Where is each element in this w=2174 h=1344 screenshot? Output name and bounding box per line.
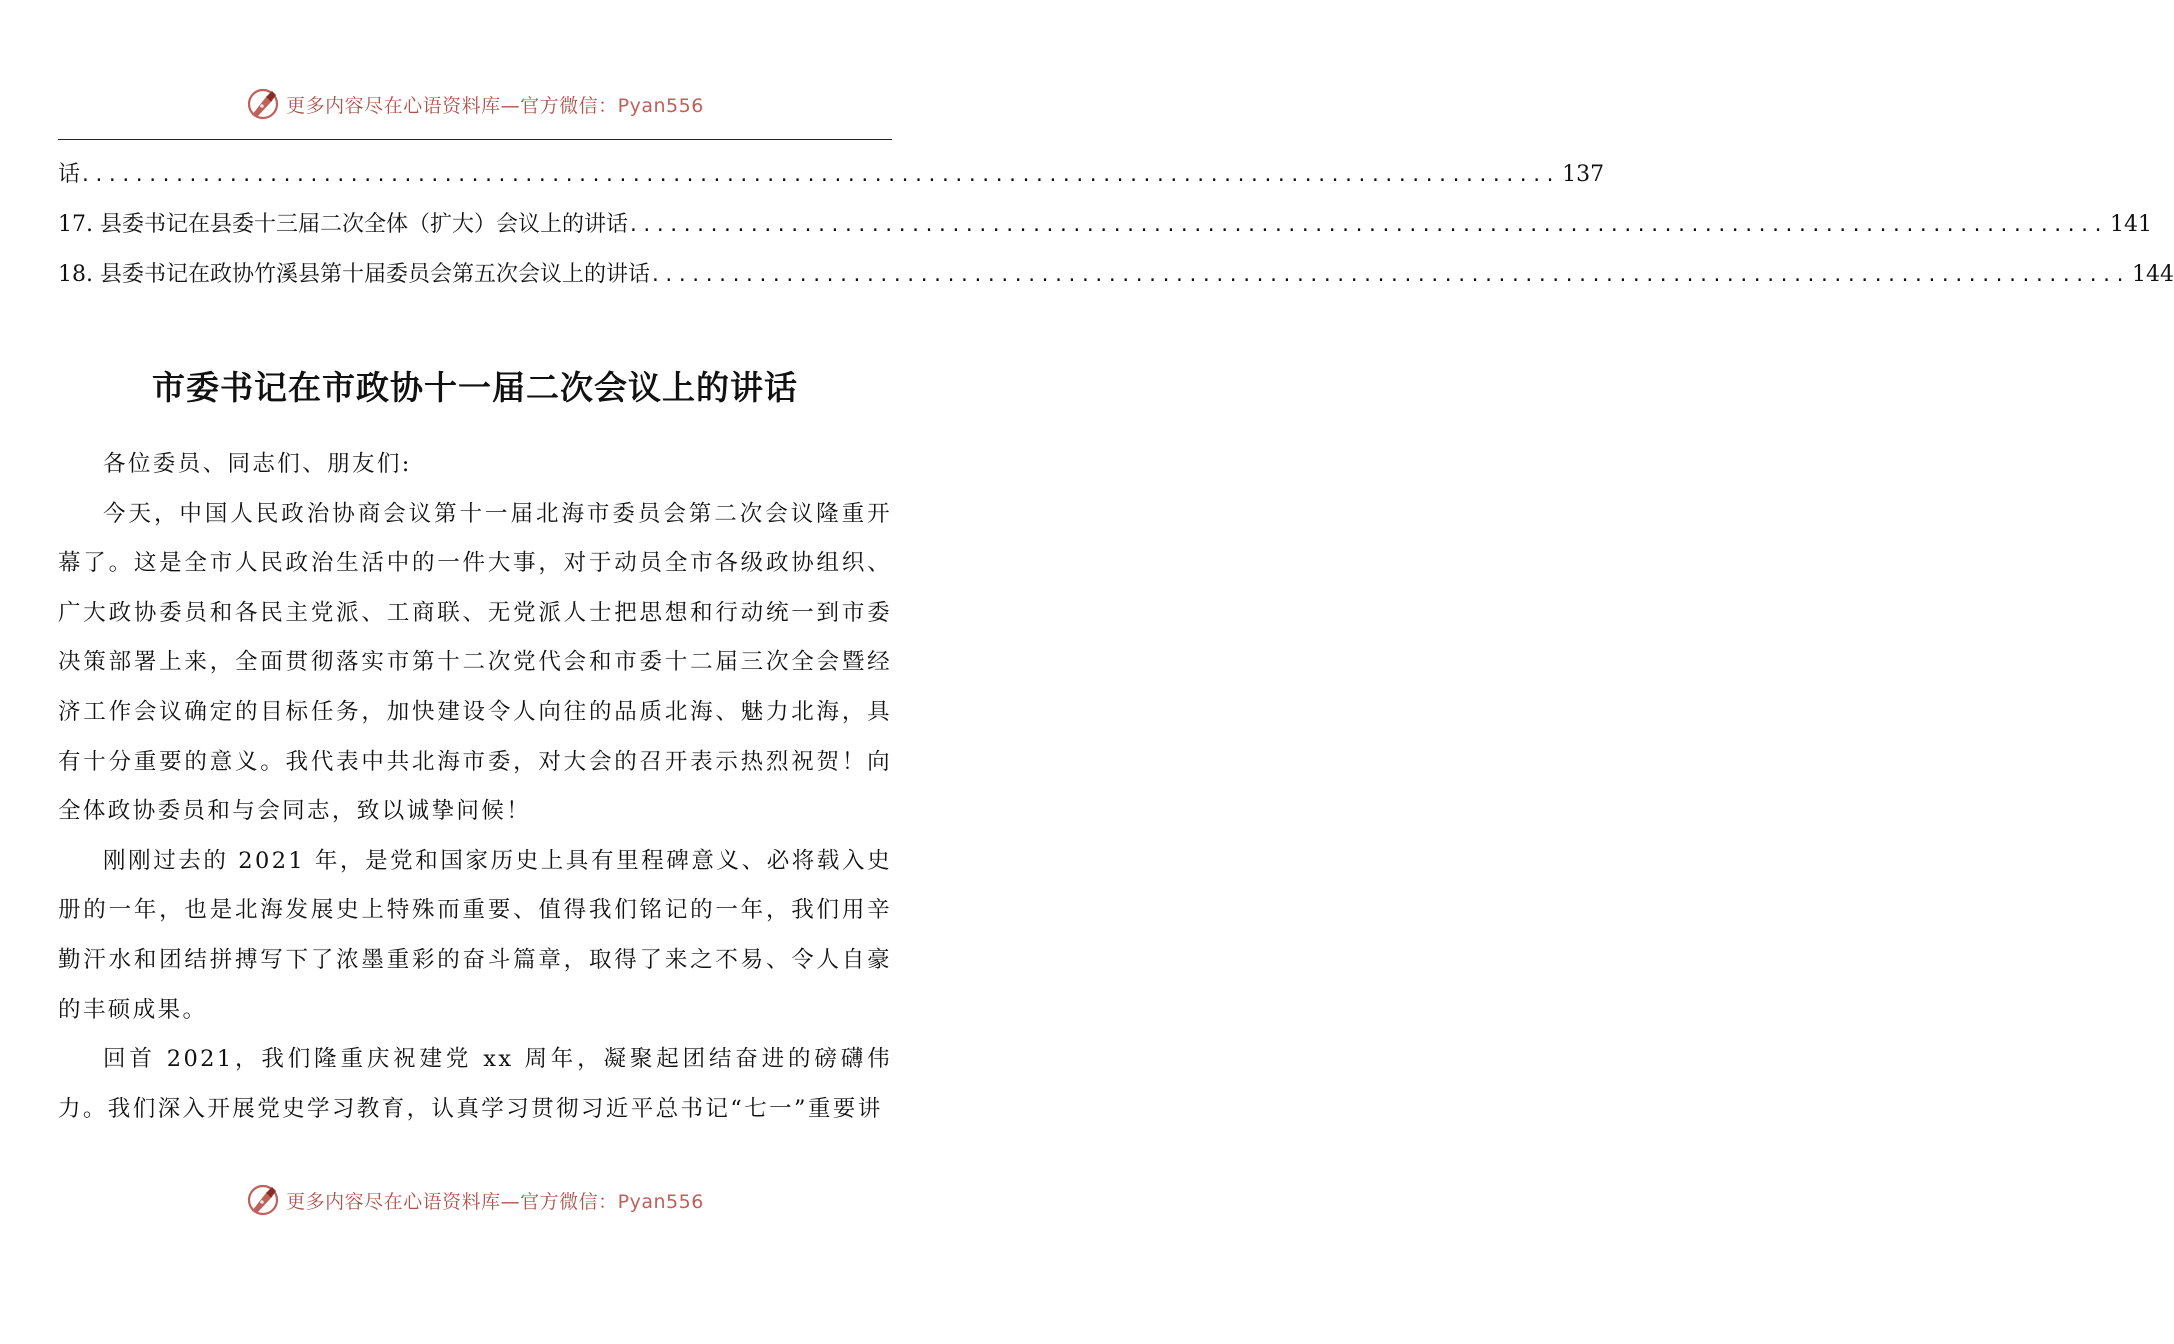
body-paragraph: 今天，中国人民政治协商会议第十一届北海市委员会第二次会议隆重开幕了。这是全市人民政治生活中的一件大事，对于动员全市各级政协组织、广大政协委员和各民主党派、工商联、无党派人士把思想和行动统一到市委决策部署上来，全面贯彻落实市第十二次党代会和市委十二届三次全会暨经济工作会议确定的目标任务，加快建设令人向往的品质北海、魅力北海，具有十分重要的意义。我代表中共北海市委，对大会的召开表示热烈祝贺！向全体政协委员和与会同志，致以诚挚问候！ [58,500,892,825]
toc-leader-dots: .............................................................................................................. [627,215,2107,236]
watermark-text-cn: 更多内容尽在心语资料库—官方微信： [286,94,618,117]
article-title: 市委书记在市政协十一届二次会议上的讲话 [152,368,798,407]
toc-entry-page: 137 [1562,162,1605,187]
toc-entry-text: 话 [58,162,81,187]
toc-leader-dots: .............................................................................................................. [80,165,1559,186]
watermark-wechat-id: Pyan556 [617,1190,704,1213]
watermark-wechat-id: Pyan556 [617,94,704,117]
table-of-contents [58,150,2174,300]
body-paragraph: 回首 2021，我们隆重庆祝建党 xx 周年，凝聚起团结奋进的磅礴伟力。我们深入开展党史学习教育，认真学习贯彻习近平总书记“七一”重要讲 [58,1046,892,1122]
toc-entry-text: 17. 县委书记在县委十三届二次全体（扩大）会议上的讲话 [58,212,628,237]
watermark-text [286,91,704,118]
toc-entry-text: 18. 县委书记在政协竹溪县第十届委员会第五次会议上的讲话 [58,262,650,287]
toc-entry [58,250,2174,300]
footer-watermark [0,1180,950,1220]
header-rule [58,139,892,140]
toc-entry-page: 141 [2110,212,2153,237]
pen-nib-circle-icon [246,87,280,121]
body-paragraph: 刚刚过去的 2021 年，是党和国家历史上具有里程碑意义、必将载入史册的一年，也是北海发展史上特殊而重要、值得我们铭记的一年，我们用辛勤汗水和团结拼搏写下了浓墨重彩的奋斗篇章，取得了来之不易、令人自豪的丰硕成果。 [58,847,892,1023]
toc-entry-page: 144 [2132,262,2174,287]
toc-entry [58,200,2153,250]
toc-leader-dots: .............................................................................................................. [649,265,2129,286]
toc-entry [58,150,1605,200]
salutation-paragraph: 各位委员、同志们、朋友们: [103,451,412,477]
pen-nib-circle-icon [246,1183,280,1217]
header-watermark [0,84,950,124]
article-body [58,440,892,1134]
watermark-text-cn: 更多内容尽在心语资料库—官方微信： [286,1190,618,1213]
watermark-text [286,1187,704,1214]
